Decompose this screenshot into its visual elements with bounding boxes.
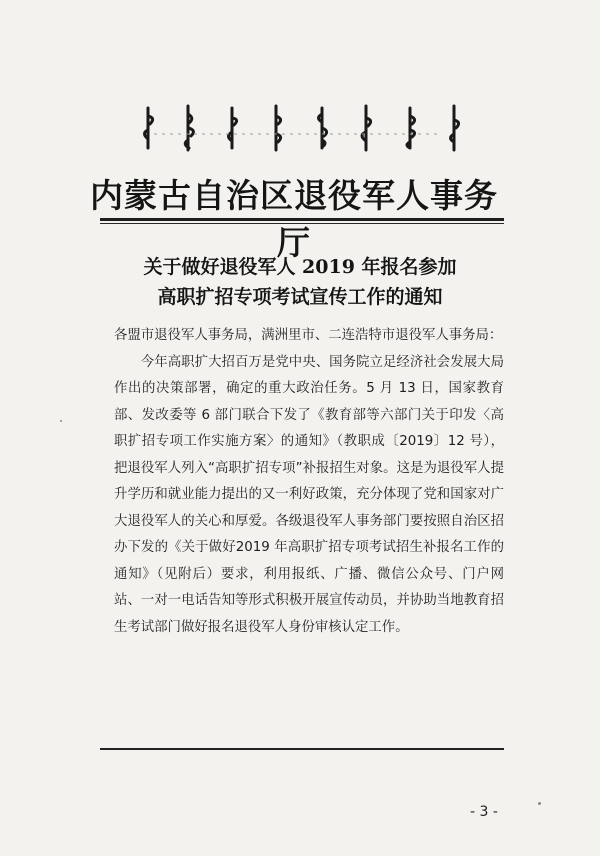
scan-speck xyxy=(538,802,541,805)
footer-rule xyxy=(100,748,504,750)
notice-body xyxy=(114,323,504,641)
page-number: - 3 - xyxy=(470,804,498,820)
notice-title-line-1: 关于做好退役军人 2019 年报名参加 xyxy=(143,256,457,278)
mongolian-script-glyphs xyxy=(140,104,470,156)
issuing-authority-masthead: 内蒙古自治区退役军人事务厅 xyxy=(90,176,498,262)
body-paragraph: 今年高职扩大招百万是党中央、国务院立足经济社会发展大局作出的决策部署，确定的重大政治任务。5 月 13 日，国家教育部、发改委等 6 部门联合下发了《教育部等六部门关于印发〈高职扩招专项工作实施方案〉的通知》（教职成〔2019〕12 号），把退役军人列入“高职扩招专项”补报招生对象。这是为退役军人提升学历和就业能力提出的又一利好政策，充分体现了党和国家对广大退役军人的关心和厚爱。各级退役军人事务部门要按照自治区招办下发的《关于做好2019 年高职扩招专项考试招生补报名工作的通知》（见附后）要求，利用报纸、广播、微信公众号、门户网站、一对一电话告知等形式积极开展宣传动员，并协助当地教育招生考试部门做好报名退役军人身份审核认定工作。 xyxy=(114,354,504,635)
masthead-rule-thin xyxy=(100,223,504,224)
mongolian-script-header xyxy=(140,104,470,156)
salutation: 各盟市退役军人事务局，满洲里市、二连浩特市退役军人事务局： xyxy=(114,328,503,343)
scan-speck xyxy=(60,420,62,422)
notice-title-line-2: 高职扩招专项考试宣传工作的通知 xyxy=(157,286,443,308)
masthead-rule-thick xyxy=(100,218,504,221)
